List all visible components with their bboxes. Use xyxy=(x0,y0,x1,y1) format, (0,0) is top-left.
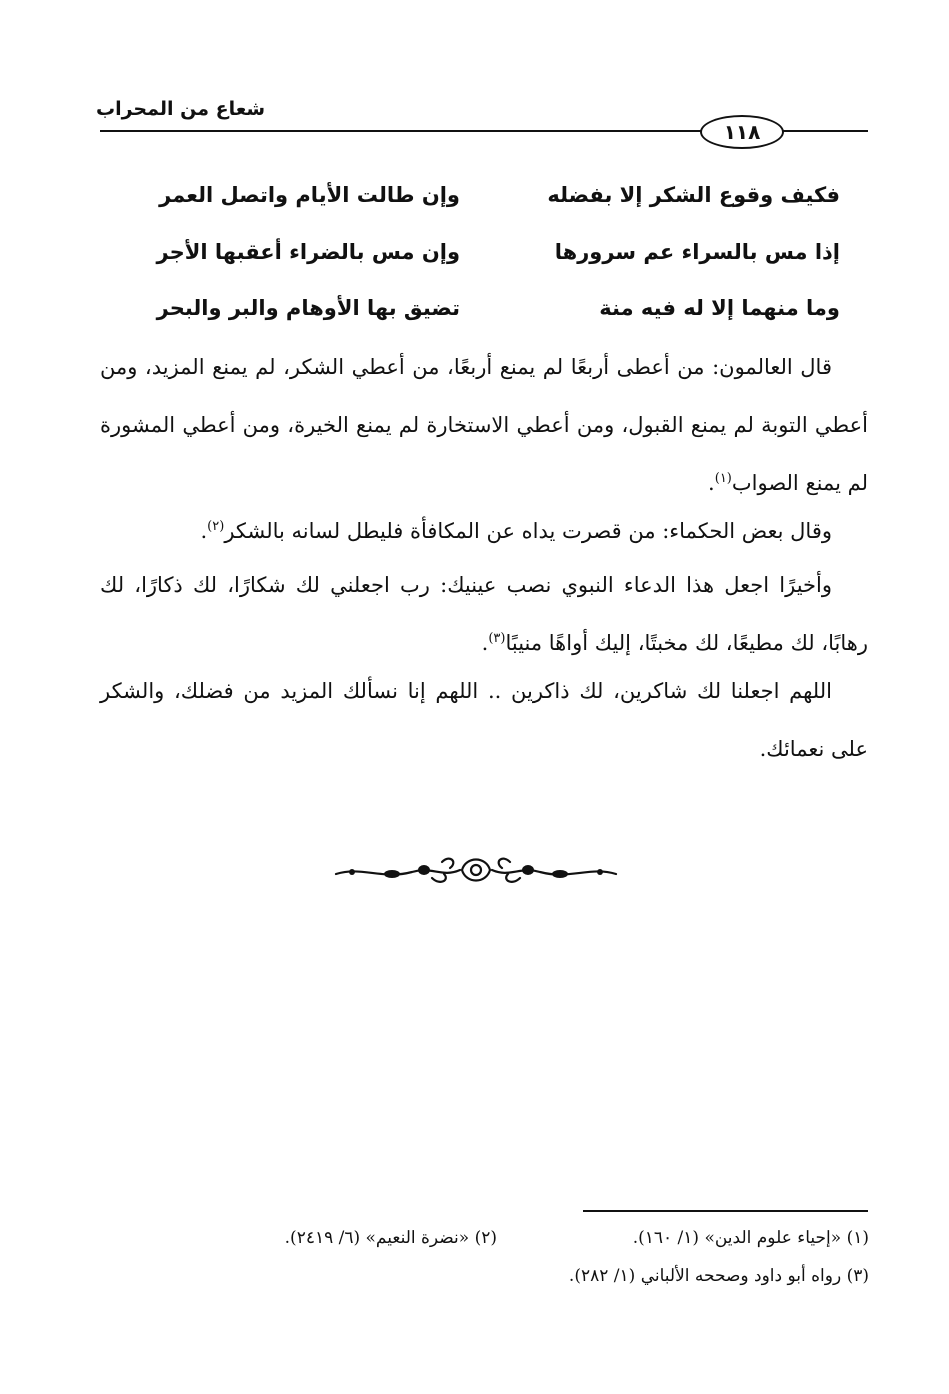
verse-second-hemistich: وإن مس بالضراء أعقبها الأجر xyxy=(156,240,460,264)
verse-first-hemistich: وما منهما إلا له فيه منة xyxy=(599,296,840,320)
verse-second-hemistich: وإن طالت الأيام واتصل العمر xyxy=(159,183,460,207)
verse-first-hemistich: فكيف وقوع الشكر إلا بفضله xyxy=(547,183,840,207)
footnote-rule xyxy=(583,1210,868,1212)
body-paragraph xyxy=(100,338,868,512)
footnote-3: (٣) رواه أبو داود وصححه الألباني (١/ ٢٨٢). xyxy=(568,1266,869,1286)
paragraph-text: وأخيرًا اجعل هذا الدعاء النبوي نصب عينيك: رب اجعلني لك شكارًا، لك ذكارًا، لك رهابًا، لك مطيعًا، لك مخبتًا، إليك أواهًا منيبًا xyxy=(100,573,868,655)
footnote-1: (١) «إحياء علوم الدين» (١/ ١٦٠). xyxy=(632,1228,869,1248)
page-number: ١١٨ xyxy=(700,115,784,149)
footnote-ref: (٢) xyxy=(207,519,225,534)
footnote-2: (٢) «نضرة النعيم» (٦/ ٢٤١٩). xyxy=(284,1228,497,1248)
poem-verse xyxy=(120,175,840,215)
verse-second-hemistich: تضيق بها الأوهام والبر والبحر xyxy=(156,296,460,320)
floral-divider-icon xyxy=(332,852,620,888)
paragraph-end: . xyxy=(481,631,489,655)
paragraph-text: وقال بعض الحكماء: من قصرت يداه عن المكافأة فليطل لسانه بالشكر xyxy=(224,519,832,543)
poem-verse xyxy=(120,232,840,272)
paragraph-text: اللهم اجعلنا لك شاكرين، لك ذاكرين .. اللهم إنا نسألك المزيد من فضلك، والشكر على نعمائك. xyxy=(100,679,868,761)
poem-verse xyxy=(120,288,840,328)
body-paragraph xyxy=(100,662,868,778)
paragraph-end: . xyxy=(708,471,715,495)
paragraph-text: قال العالمون: من أعطى أربعًا لم يمنع أربعًا، من أعطي الشكر، لم يمنع المزيد، ومن أعطي التوبة لم يمنع القبول، ومن أعطي الاستخارة لم يمنع الخيرة، ومن أعطي المشورة لم يمنع الصواب xyxy=(100,355,868,495)
footnote-ref: (٣) xyxy=(488,631,506,646)
running-header-title: شعاع من المحراب xyxy=(96,98,266,120)
verse-first-hemistich: إذا مس بالسراء عم سرورها xyxy=(554,240,840,264)
paragraph-end: . xyxy=(200,519,208,543)
footnote-ref: (١) xyxy=(714,471,732,486)
body-paragraph xyxy=(100,502,868,560)
body-paragraph xyxy=(100,556,868,672)
